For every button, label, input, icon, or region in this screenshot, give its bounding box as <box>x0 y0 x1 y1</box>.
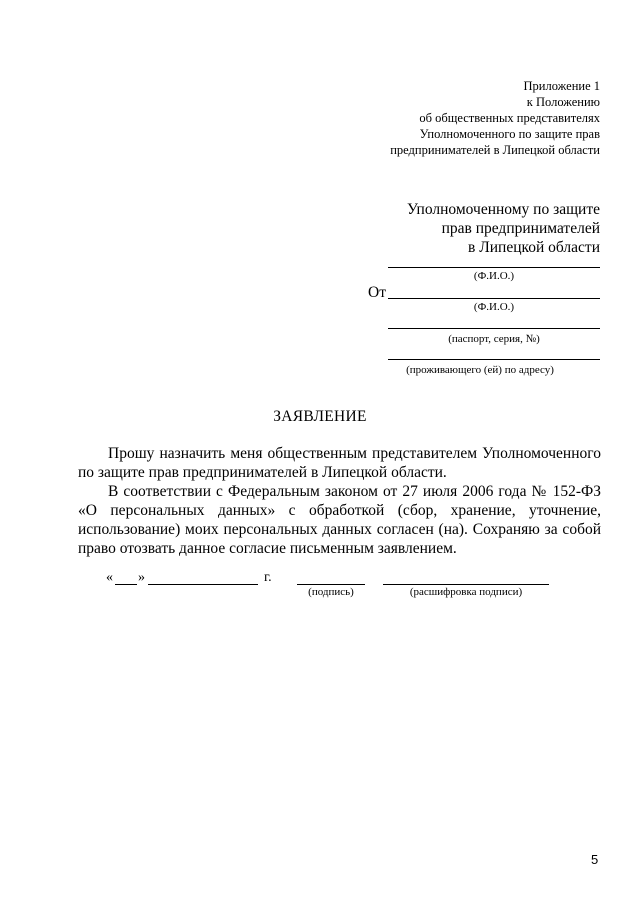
document-body <box>78 444 601 558</box>
signature-line <box>297 584 365 585</box>
appendix-line: Приложение 1 <box>523 79 600 93</box>
decode-caption: (расшифровка подписи) <box>409 586 523 598</box>
page-number: 5 <box>591 852 599 867</box>
body-paragraph: В соответствии с Федеральным законом от 27 июля 2006 года № 152-ФЗ «О персональных данных» с обработкой (сбор, хранение, уточнение, использование) моих персональных данных согласен (на). Сохраняю за собой право отозвать данное согласие письменным заявлением. <box>78 483 601 557</box>
from-label: От <box>368 284 386 301</box>
signature-caption: (подпись) <box>308 586 354 598</box>
passport-line <box>388 328 600 329</box>
sender-fio-line <box>388 298 600 299</box>
appendix-line: предпринимателей в Липецкой области <box>390 143 600 157</box>
date-day-line <box>115 584 137 585</box>
fio-caption: (Ф.И.О.) <box>473 270 515 282</box>
body-paragraph: Прошу назначить меня общественным представителем Уполномоченного по защите прав предпринимателей в Липецкой области. <box>78 445 601 481</box>
addressee-line: в Липецкой области <box>468 239 600 256</box>
address-caption: (проживающего (ей) по адресу) <box>406 364 554 376</box>
fio-caption: (Ф.И.О.) <box>473 301 515 313</box>
appendix-line: к Положению <box>526 95 600 109</box>
appendix-header <box>300 78 600 158</box>
appendix-line: об общественных представителях <box>419 111 600 125</box>
year-suffix: г. <box>264 570 272 585</box>
passport-caption: (паспорт, серия, №) <box>448 333 540 345</box>
addressee-line: прав предпринимателей <box>441 220 600 237</box>
addressee-block <box>300 200 600 257</box>
address-line <box>388 359 600 360</box>
signature-row <box>0 568 640 608</box>
date-close-quote: » <box>138 570 145 585</box>
date-month-year-line <box>148 584 258 585</box>
recipient-fio-line <box>388 267 600 268</box>
addressee-line: Уполномоченному по защите <box>406 201 600 218</box>
date-open-quote: « <box>106 570 113 585</box>
document-title: ЗАЯВЛЕНИЕ <box>273 408 367 425</box>
signature-decode-line <box>383 584 549 585</box>
appendix-line: Уполномоченного по защите прав <box>419 127 600 141</box>
